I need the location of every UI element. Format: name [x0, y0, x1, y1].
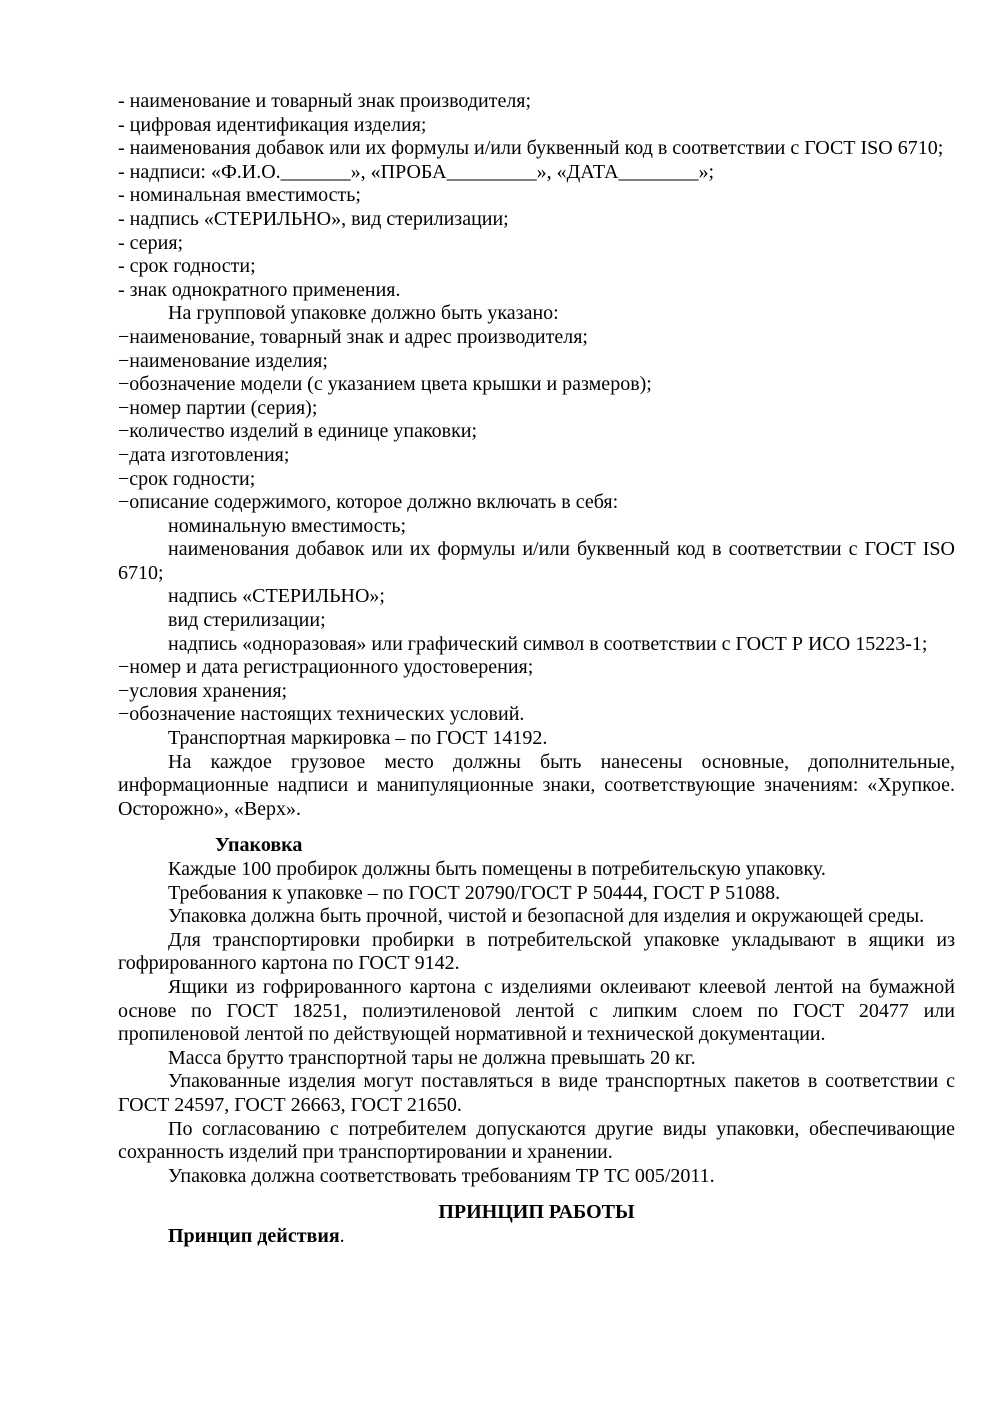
paragraph: Упаковка должна соответствовать требованиям ТР ТС 005/2011. — [168, 1164, 715, 1187]
list-item-paragraph: - наименования добавок или их формулы и/или буквенный код в соответствии с ГОСТ ISO 6710; — [118, 137, 944, 160]
list-item-paragraph: −срок годности; — [118, 467, 256, 490]
paragraph: номинальную вместимость; — [168, 514, 407, 537]
list-item-paragraph: - знак однократного применения. — [118, 278, 401, 301]
paragraph: Упаковка должна быть прочной, чистой и безопасной для изделия и окружающей среды. — [168, 905, 925, 928]
paragraph: На каждое грузовое место должны быть нанесены основные, дополнительные, информационные надписи и манипуляционные знаки, соответствующие значениям: «Хрупкое. Осторожно», «Верх». — [118, 750, 955, 820]
list-item-paragraph: −описание содержимого, которое должно включать в себя: — [118, 491, 619, 514]
vertical-spacer — [118, 1188, 955, 1201]
list-item-paragraph: −наименование, товарный знак и адрес производителя; — [118, 325, 588, 348]
paragraph: надпись «одноразовая» или графический символ в соответствии с ГОСТ Р ИСО 15223-1; — [168, 632, 928, 655]
list-item-paragraph: - срок годности; — [118, 255, 256, 278]
list-item-paragraph: - надписи: «Ф.И.О._______», «ПРОБА_________», «ДАТА________»; — [118, 160, 715, 183]
paragraph: Транспортная маркировка – по ГОСТ 14192. — [168, 727, 548, 750]
paragraph: По согласованию с потребителем допускаются другие виды упаковки, обеспечивающие сохранность изделий при транспортировании и хранении. — [118, 1117, 955, 1164]
list-item-paragraph: - надпись «СТЕРИЛЬНО», вид стерилизации; — [118, 207, 509, 230]
document-body — [118, 90, 955, 1249]
paragraph: вид стерилизации; — [168, 609, 326, 632]
paragraph: Для транспортировки пробирки в потребительской упаковке укладывают в ящики из гофрированного картона по ГОСТ 9142. — [118, 928, 955, 975]
bold-run: Принцип действия — [168, 1224, 340, 1247]
list-item-paragraph: −наименование изделия; — [118, 349, 328, 372]
list-item-paragraph: −обозначение модели (с указанием цвета крышки и размеров); — [118, 373, 652, 396]
list-item-paragraph: - номинальная вместимость; — [118, 184, 361, 207]
list-item-paragraph: −дата изготовления; — [118, 443, 290, 466]
paragraph: надпись «СТЕРИЛЬНО»; — [168, 585, 385, 608]
vertical-spacer — [118, 821, 955, 834]
paragraph: наименования добавок или их формулы и/или буквенный код в соответствии с ГОСТ ISO 6710; — [118, 538, 955, 584]
list-item-paragraph: −номер партии (серия); — [118, 396, 318, 419]
paragraph: Упакованные изделия могут поставляться в виде транспортных пакетов в соответствии с ГОСТ 24597, ГОСТ 26663, ГОСТ 21650. — [118, 1070, 955, 1116]
list-item-paragraph: −номер и дата регистрационного удостоверения; — [118, 656, 534, 679]
list-item-paragraph: −условия хранения; — [118, 679, 288, 702]
paragraph: Требования к упаковке – по ГОСТ 20790/ГОСТ Р 50444, ГОСТ Р 51088. — [168, 881, 781, 904]
section-heading: ПРИНЦИП РАБОТЫ — [438, 1201, 635, 1224]
list-item-paragraph: −обозначение настоящих технических условий. — [118, 703, 525, 726]
subsection-heading: Упаковка — [215, 834, 303, 857]
paragraph: Ящики из гофрированного картона с изделиями оклеивают клеевой лентой на бумажной основе по ГОСТ 18251, полиэтиленовой лентой с липким слоем по ГОСТ 20477 или пропиленовой лентой по действующей нормативной и технической документации. — [118, 975, 955, 1046]
list-item-paragraph: - серия; — [118, 231, 184, 254]
list-item-paragraph: −количество изделий в единице упаковки; — [118, 420, 478, 443]
list-item-paragraph: - наименование и товарный знак производителя; — [118, 90, 532, 112]
paragraph: Масса брутто транспортной тары не должна превышать 20 кг. — [168, 1046, 696, 1069]
list-item-paragraph: - цифровая идентификация изделия; — [118, 113, 427, 136]
paragraph: Каждые 100 пробирок должны быть помещены в потребительскую упаковку. — [168, 858, 826, 880]
paragraph: На групповой упаковке должно быть указано: — [168, 302, 559, 325]
paragraph: Принцип действия. — [168, 1224, 345, 1247]
